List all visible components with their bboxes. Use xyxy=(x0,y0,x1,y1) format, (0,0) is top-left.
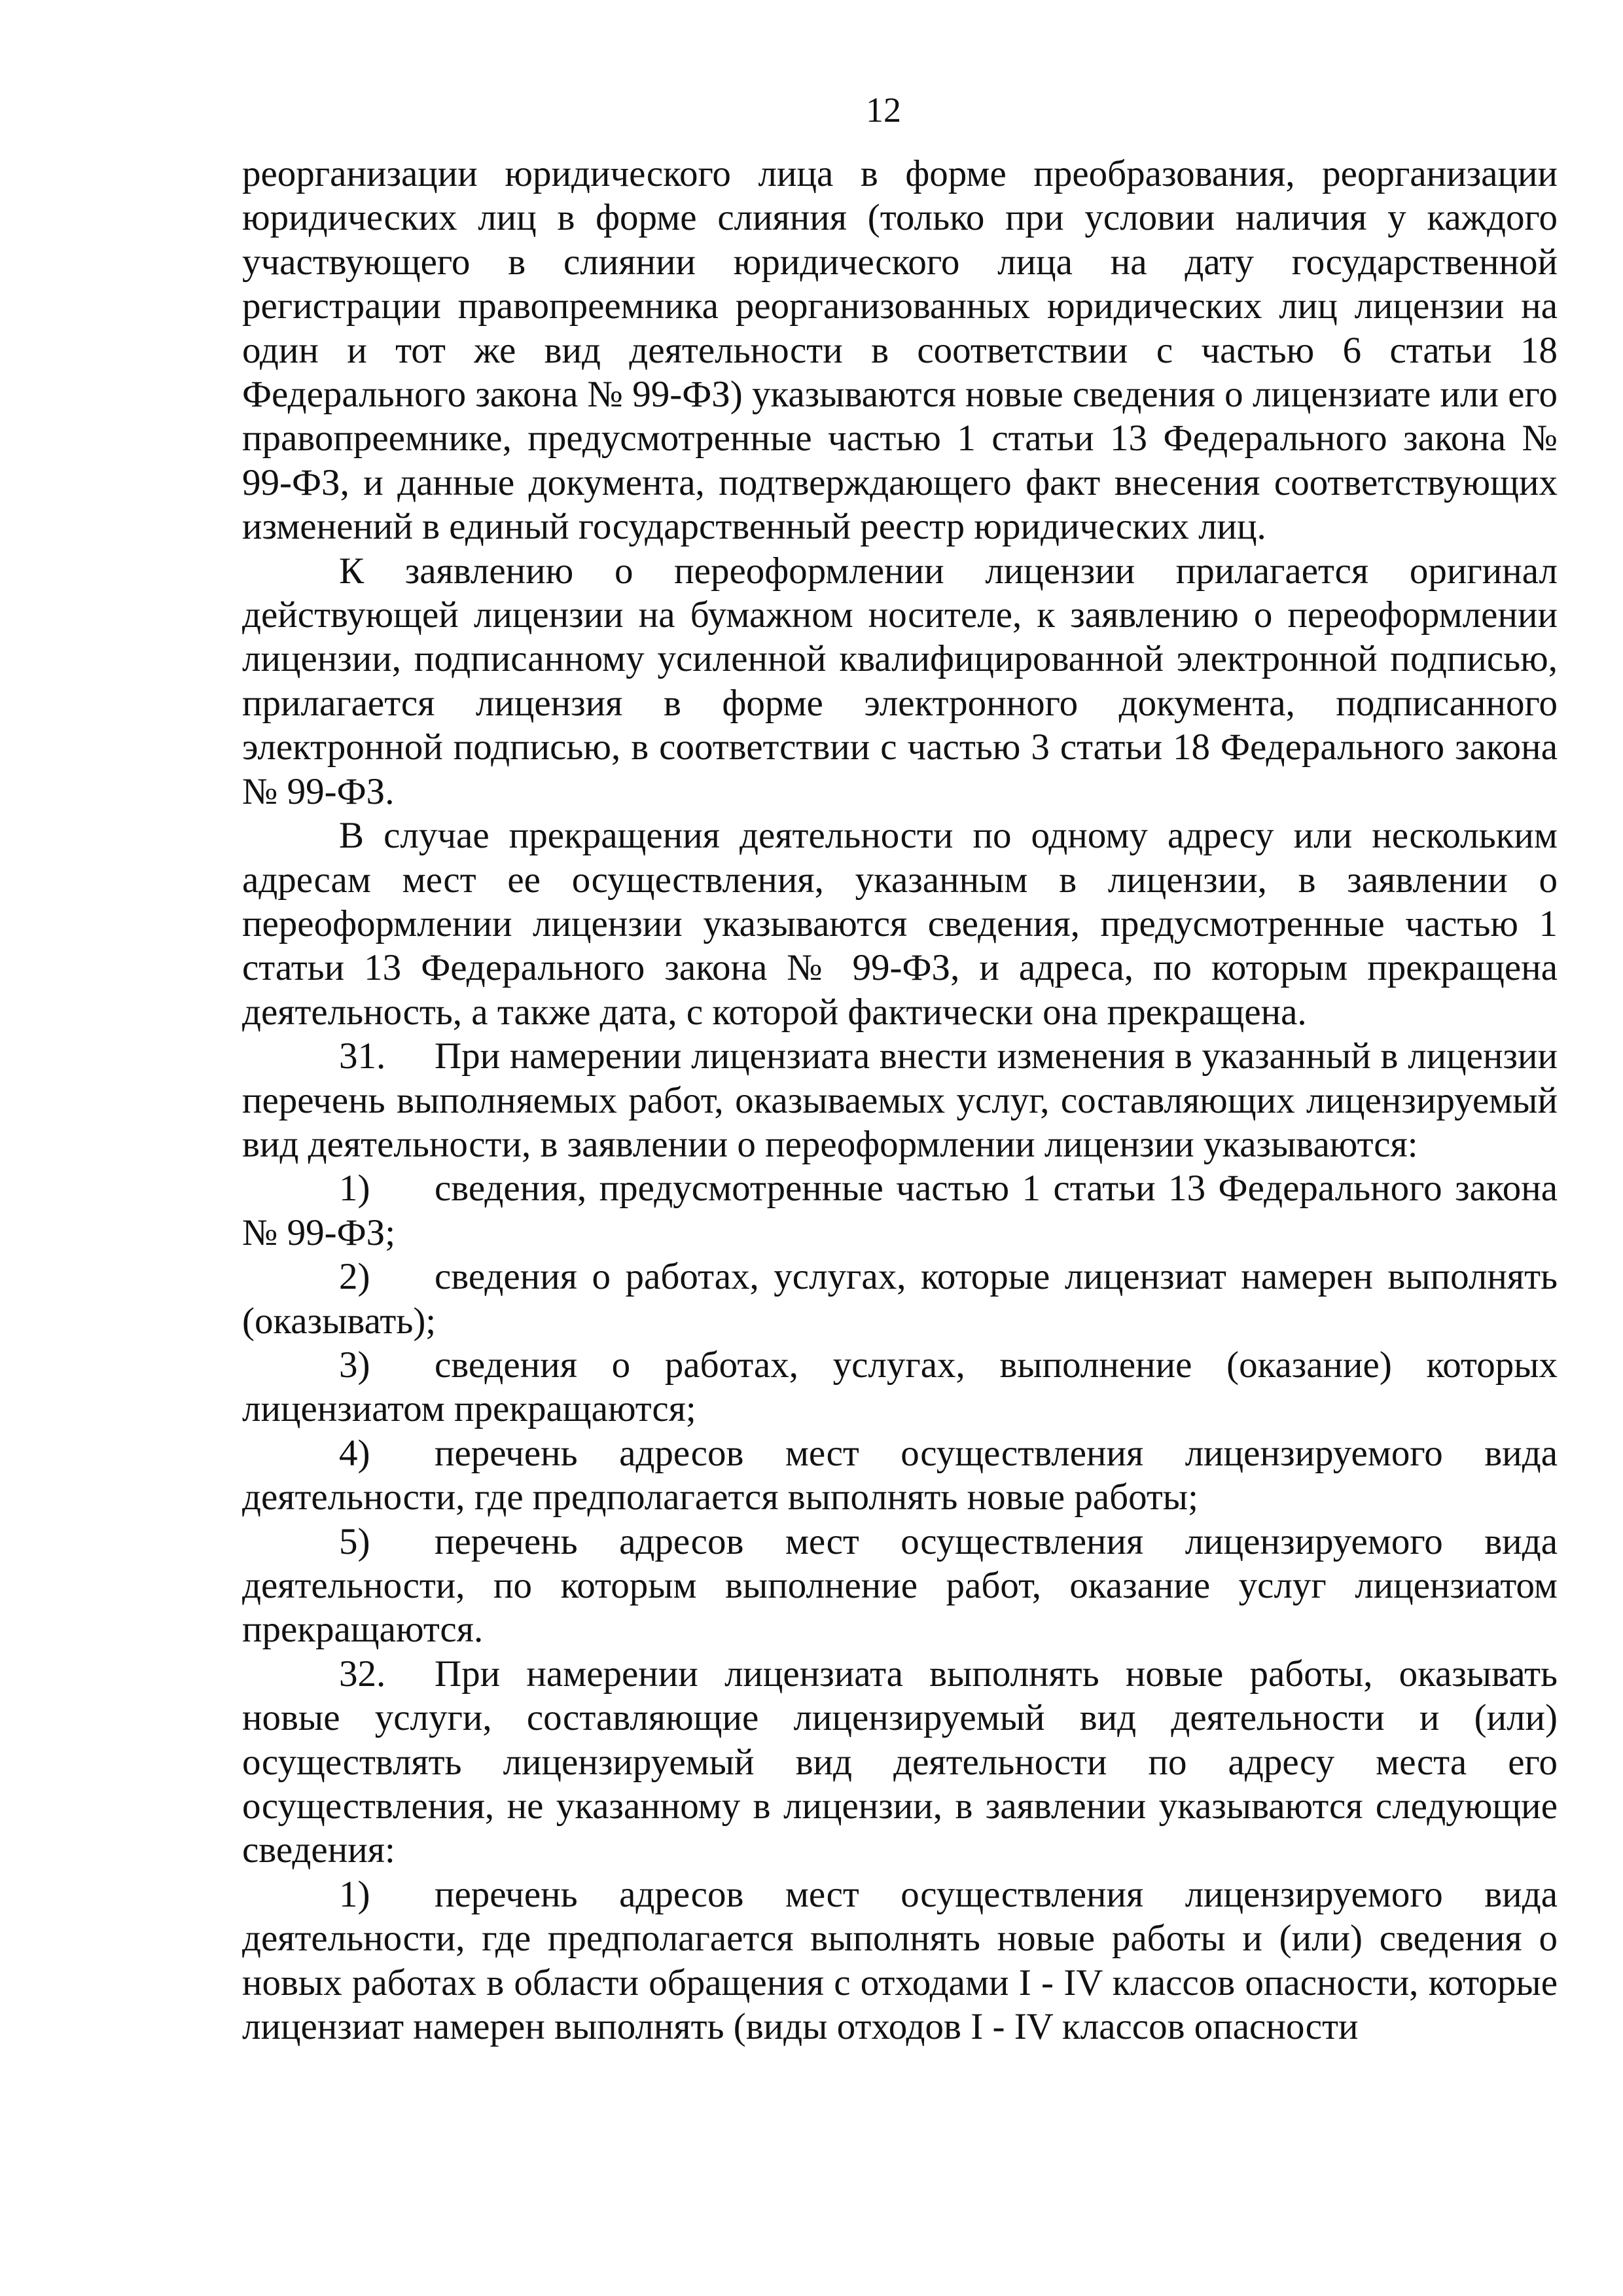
list-item-31-5 xyxy=(242,1520,1558,1652)
paragraph-text: сведения о работах, услугах, выполнение (оказание) которых лицензиатом прекращаются; xyxy=(242,1344,1558,1430)
paragraph-text: реорганизации юридического лица в форме преобразования, реорганизации юридических лиц в форме слияния (только при условии наличия у каждого участвующего в слиянии юридического лица на дату государственной регистрации правопреемника реорганизованных юридических лиц лицензии на один и тот же вид деятельности в соответствии с частью 6 статьи 18 Федерального закона № 99-ФЗ) указываются новые сведения о лицензиате или его правопреемнике, предусмотренные частью 1 статьи 13 Федерального закона № 99-ФЗ, и данные документа, подтверждающего факт внесения соответствующих изменений в единый государственный реестр юридических лиц. xyxy=(242,153,1558,548)
clause-number: 31. xyxy=(339,1035,386,1077)
list-item-31-2 xyxy=(242,1255,1558,1343)
list-item-number: 5) xyxy=(339,1520,370,1562)
paragraph-text: перечень адресов мест осуществления лицензируемого вида деятельности, по которым выполнение работ, оказание услуг лицензиатом прекращаются. xyxy=(242,1520,1558,1651)
document-body xyxy=(242,152,1558,2049)
paragraph-text: сведения о работах, услугах, которые лицензиат намерен выполнять (оказывать); xyxy=(242,1256,1558,1342)
page-number: 12 xyxy=(866,90,901,130)
list-item-31-1 xyxy=(242,1166,1558,1255)
list-item-31-3 xyxy=(242,1343,1558,1431)
list-item-number: 3) xyxy=(339,1344,370,1386)
list-item-31-4 xyxy=(242,1431,1558,1520)
clause-32 xyxy=(242,1652,1558,1873)
list-item-number: 4) xyxy=(339,1432,370,1474)
paragraph-text: перечень адресов мест осуществления лицензируемого вида деятельности, где предполагается выполнять новые работы и (или) сведения о новых работах в области обращения с отходами I - IV классов опасности, которые лицензиат намерен выполнять (виды отходов I - IV классов опасности xyxy=(242,1873,1558,2048)
paragraph-text: К заявлению о переоформлении лицензии прилагается оригинал действующей лицензии на бумажном носителе, к заявлению о переоформлении лицензии, подписанному усиленной квалифицированной электронной подписью, прилагается лицензия в форме электронного документа, подписанного электронной подписью, в соответствии с частью 3 статьи 18 Федерального закона № 99-ФЗ. xyxy=(242,550,1558,812)
clause-number: 32. xyxy=(339,1653,386,1695)
paragraph-continuation xyxy=(242,152,1558,549)
clause-31 xyxy=(242,1034,1558,1166)
list-item-32-1 xyxy=(242,1873,1558,2049)
list-item-number: 2) xyxy=(339,1256,370,1298)
paragraph-text: При намерении лицензиата внести изменения в указанный в лицензии перечень выполняемых работ, оказываемых услуг, составляющих лицензируемый вид деятельности, в заявлении о переоформлении лицензии указываются: xyxy=(242,1035,1558,1165)
list-item-number: 1) xyxy=(339,1873,370,1915)
paragraph-text: При намерении лицензиата выполнять новые работы, оказывать новые услуги, составляющие лицензируемый вид деятельности и (или) осуществлять лицензируемый вид деятельности по адресу места его осуществления, не указанному в лицензии, в заявлении указываются следующие сведения: xyxy=(242,1653,1558,1871)
paragraph-text: сведения, предусмотренные частью 1 статьи 13 Федерального закона № 99-ФЗ; xyxy=(242,1168,1558,1253)
paragraph-attachments xyxy=(242,549,1558,814)
paragraph-text: В случае прекращения деятельности по одному адресу или нескольким адресам мест ее осуществления, указанным в лицензии, в заявлении о переоформлении лицензии указываются сведения, предусмотренные частью 1 статьи 13 Федерального закона № 99-ФЗ, и адреса, по которым прекращена деятельность, а также дата, с которой фактически она прекращена. xyxy=(242,815,1558,1033)
list-item-number: 1) xyxy=(339,1168,370,1210)
paragraph-termination xyxy=(242,814,1558,1034)
paragraph-text: перечень адресов мест осуществления лицензируемого вида деятельности, где предполагается выполнять новые работы; xyxy=(242,1432,1558,1518)
